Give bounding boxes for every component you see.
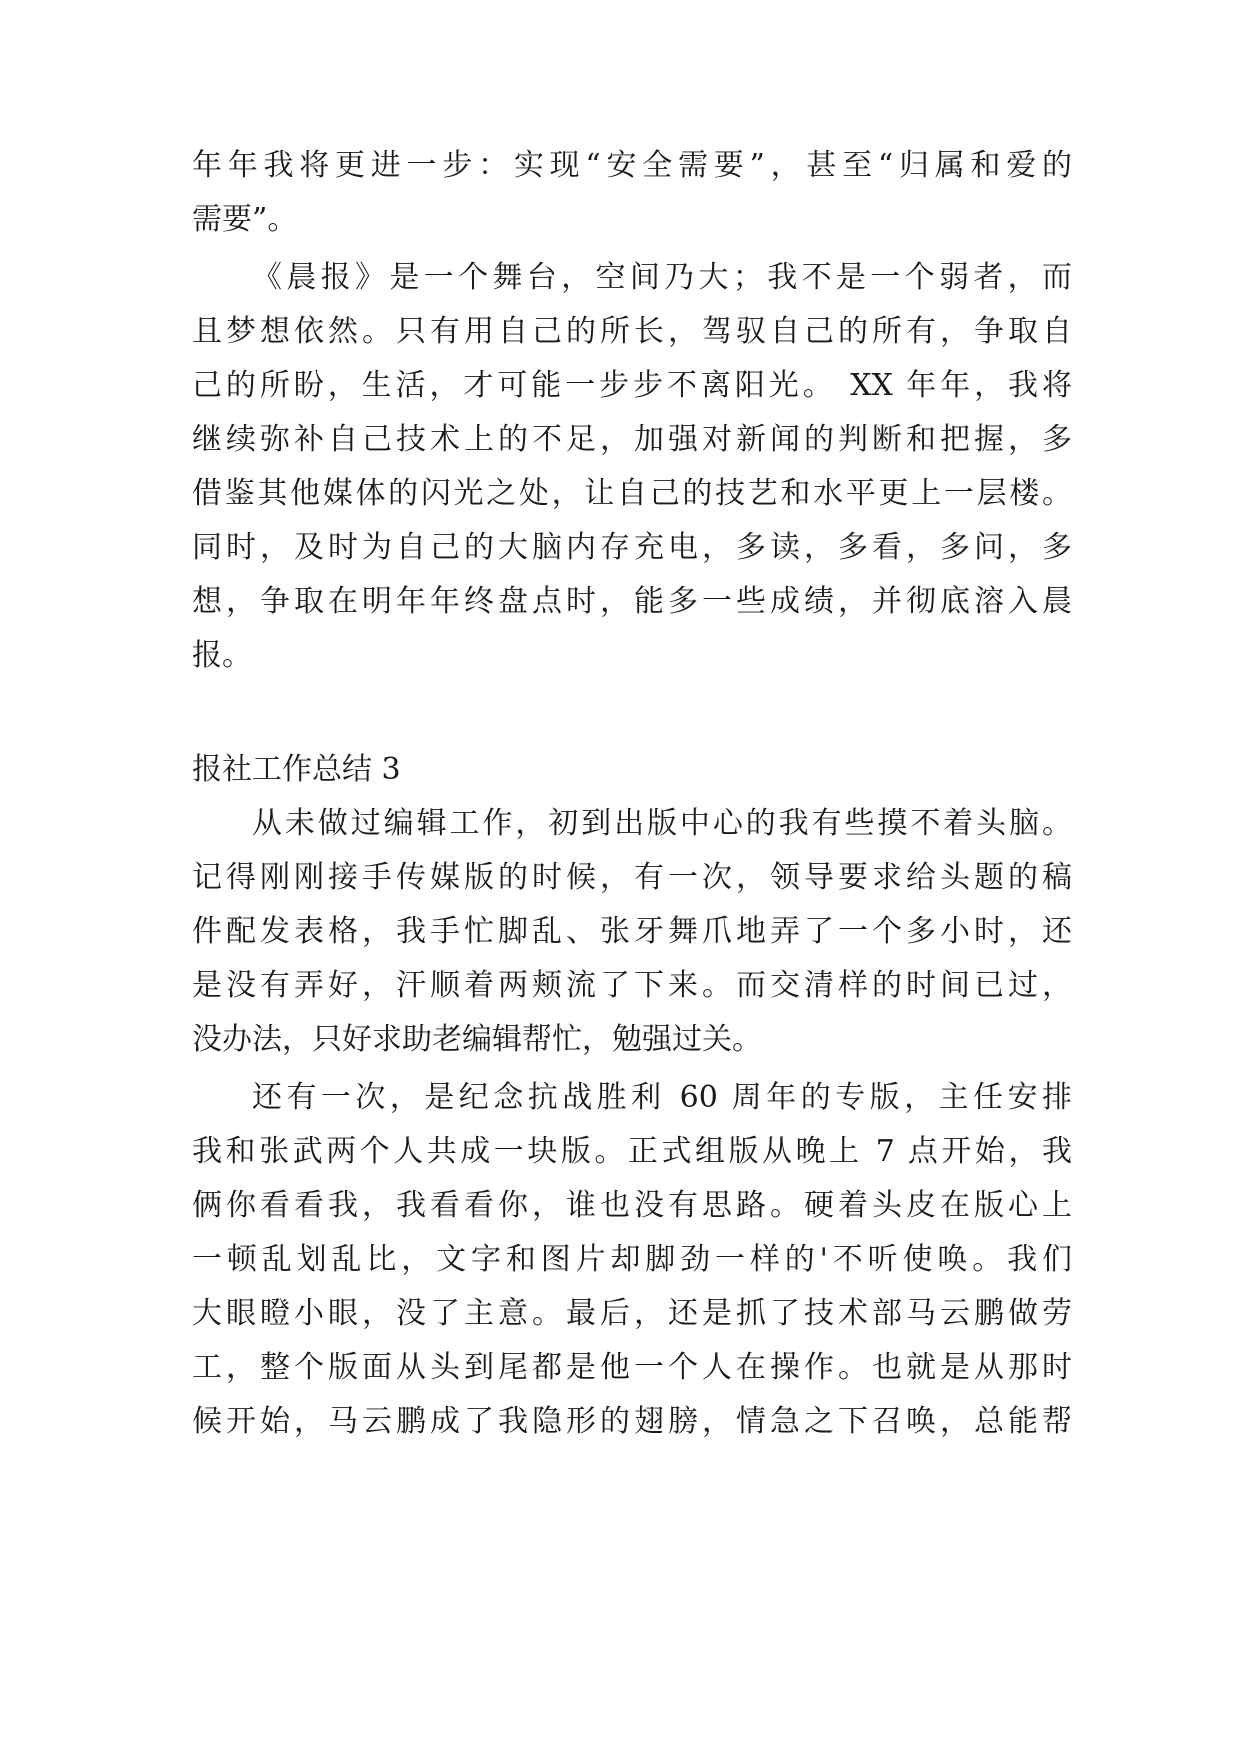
paragraph-3-line-2: 记得刚刚接手传媒版的时候，有一次，领导要求给头题的稿 (192, 860, 1072, 895)
paragraph-4-line-2: 我和张武两个人共成一块版。正式组版从晚上 7 点开始，我 (192, 1134, 1072, 1169)
section-heading: 报社工作总结 3 (192, 752, 401, 787)
paragraph-2-line-7: 想，争取在明年年终盘点时，能多一些成绩，并彻底溶入晨 (192, 584, 1072, 619)
paragraph-3-line-3: 件配发表格，我手忙脚乱、张牙舞爪地弄了一个多小时，还 (192, 914, 1072, 949)
paragraph-2-line-5: 借鉴其他媒体的闪光之处，让自己的技艺和水平更上一层楼。 (192, 476, 1072, 511)
paragraph-4-line-3: 俩你看看我，我看看你，谁也没有思路。硬着头皮在版心上 (192, 1188, 1072, 1223)
paragraph-4-line-6: 工，整个版面从头到尾都是他一个人在操作。也就是从那时 (192, 1350, 1072, 1385)
paragraph-1-line-2: 需要”。 (192, 202, 298, 237)
paragraph-2-line-6: 同时，及时为自己的大脑内存充电，多读，多看，多问，多 (192, 530, 1072, 565)
paragraph-2-line-4: 继续弥补自己技术上的不足，加强对新闻的判断和把握，多 (192, 422, 1072, 457)
paragraph-4-line-1: 还有一次，是纪念抗战胜利 60 周年的专版，主任安排 (252, 1080, 1072, 1115)
paragraph-3-line-4: 是没有弄好，汗顺着两颊流了下来。而交清样的时间已过， (192, 968, 1072, 1003)
paragraph-3-line-1: 从未做过编辑工作，初到出版中心的我有些摸不着头脑。 (252, 806, 1072, 841)
paragraph-3-line-5: 没办法，只好求助老编辑帮忙，勉强过关。 (192, 1022, 762, 1057)
paragraph-4-line-4: 一顿乱划乱比，文字和图片却脚劲一样的'不听使唤。我们 (192, 1242, 1072, 1277)
paragraph-2-line-3: 己的所盼，生活，才可能一步步不离阳光。 XX 年年，我将 (192, 368, 1072, 403)
paragraph-2-line-1: 《晨报》是一个舞台，空间乃大；我不是一个弱者，而 (252, 260, 1072, 295)
paragraph-4-line-7: 候开始，马云鹏成了我隐形的翅膀，情急之下召唤，总能帮 (192, 1404, 1072, 1439)
paragraph-1-line-1: 年年我将更进一步：实现“安全需要”，甚至“归属和爱的 (192, 148, 1072, 183)
paragraph-2-line-2: 且梦想依然。只有用自己的所长，驾驭自己的所有，争取自 (192, 314, 1072, 349)
paragraph-4-line-5: 大眼瞪小眼，没了主意。最后，还是抓了技术部马云鹏做劳 (192, 1296, 1072, 1331)
paragraph-2-line-8: 报。 (192, 638, 252, 673)
